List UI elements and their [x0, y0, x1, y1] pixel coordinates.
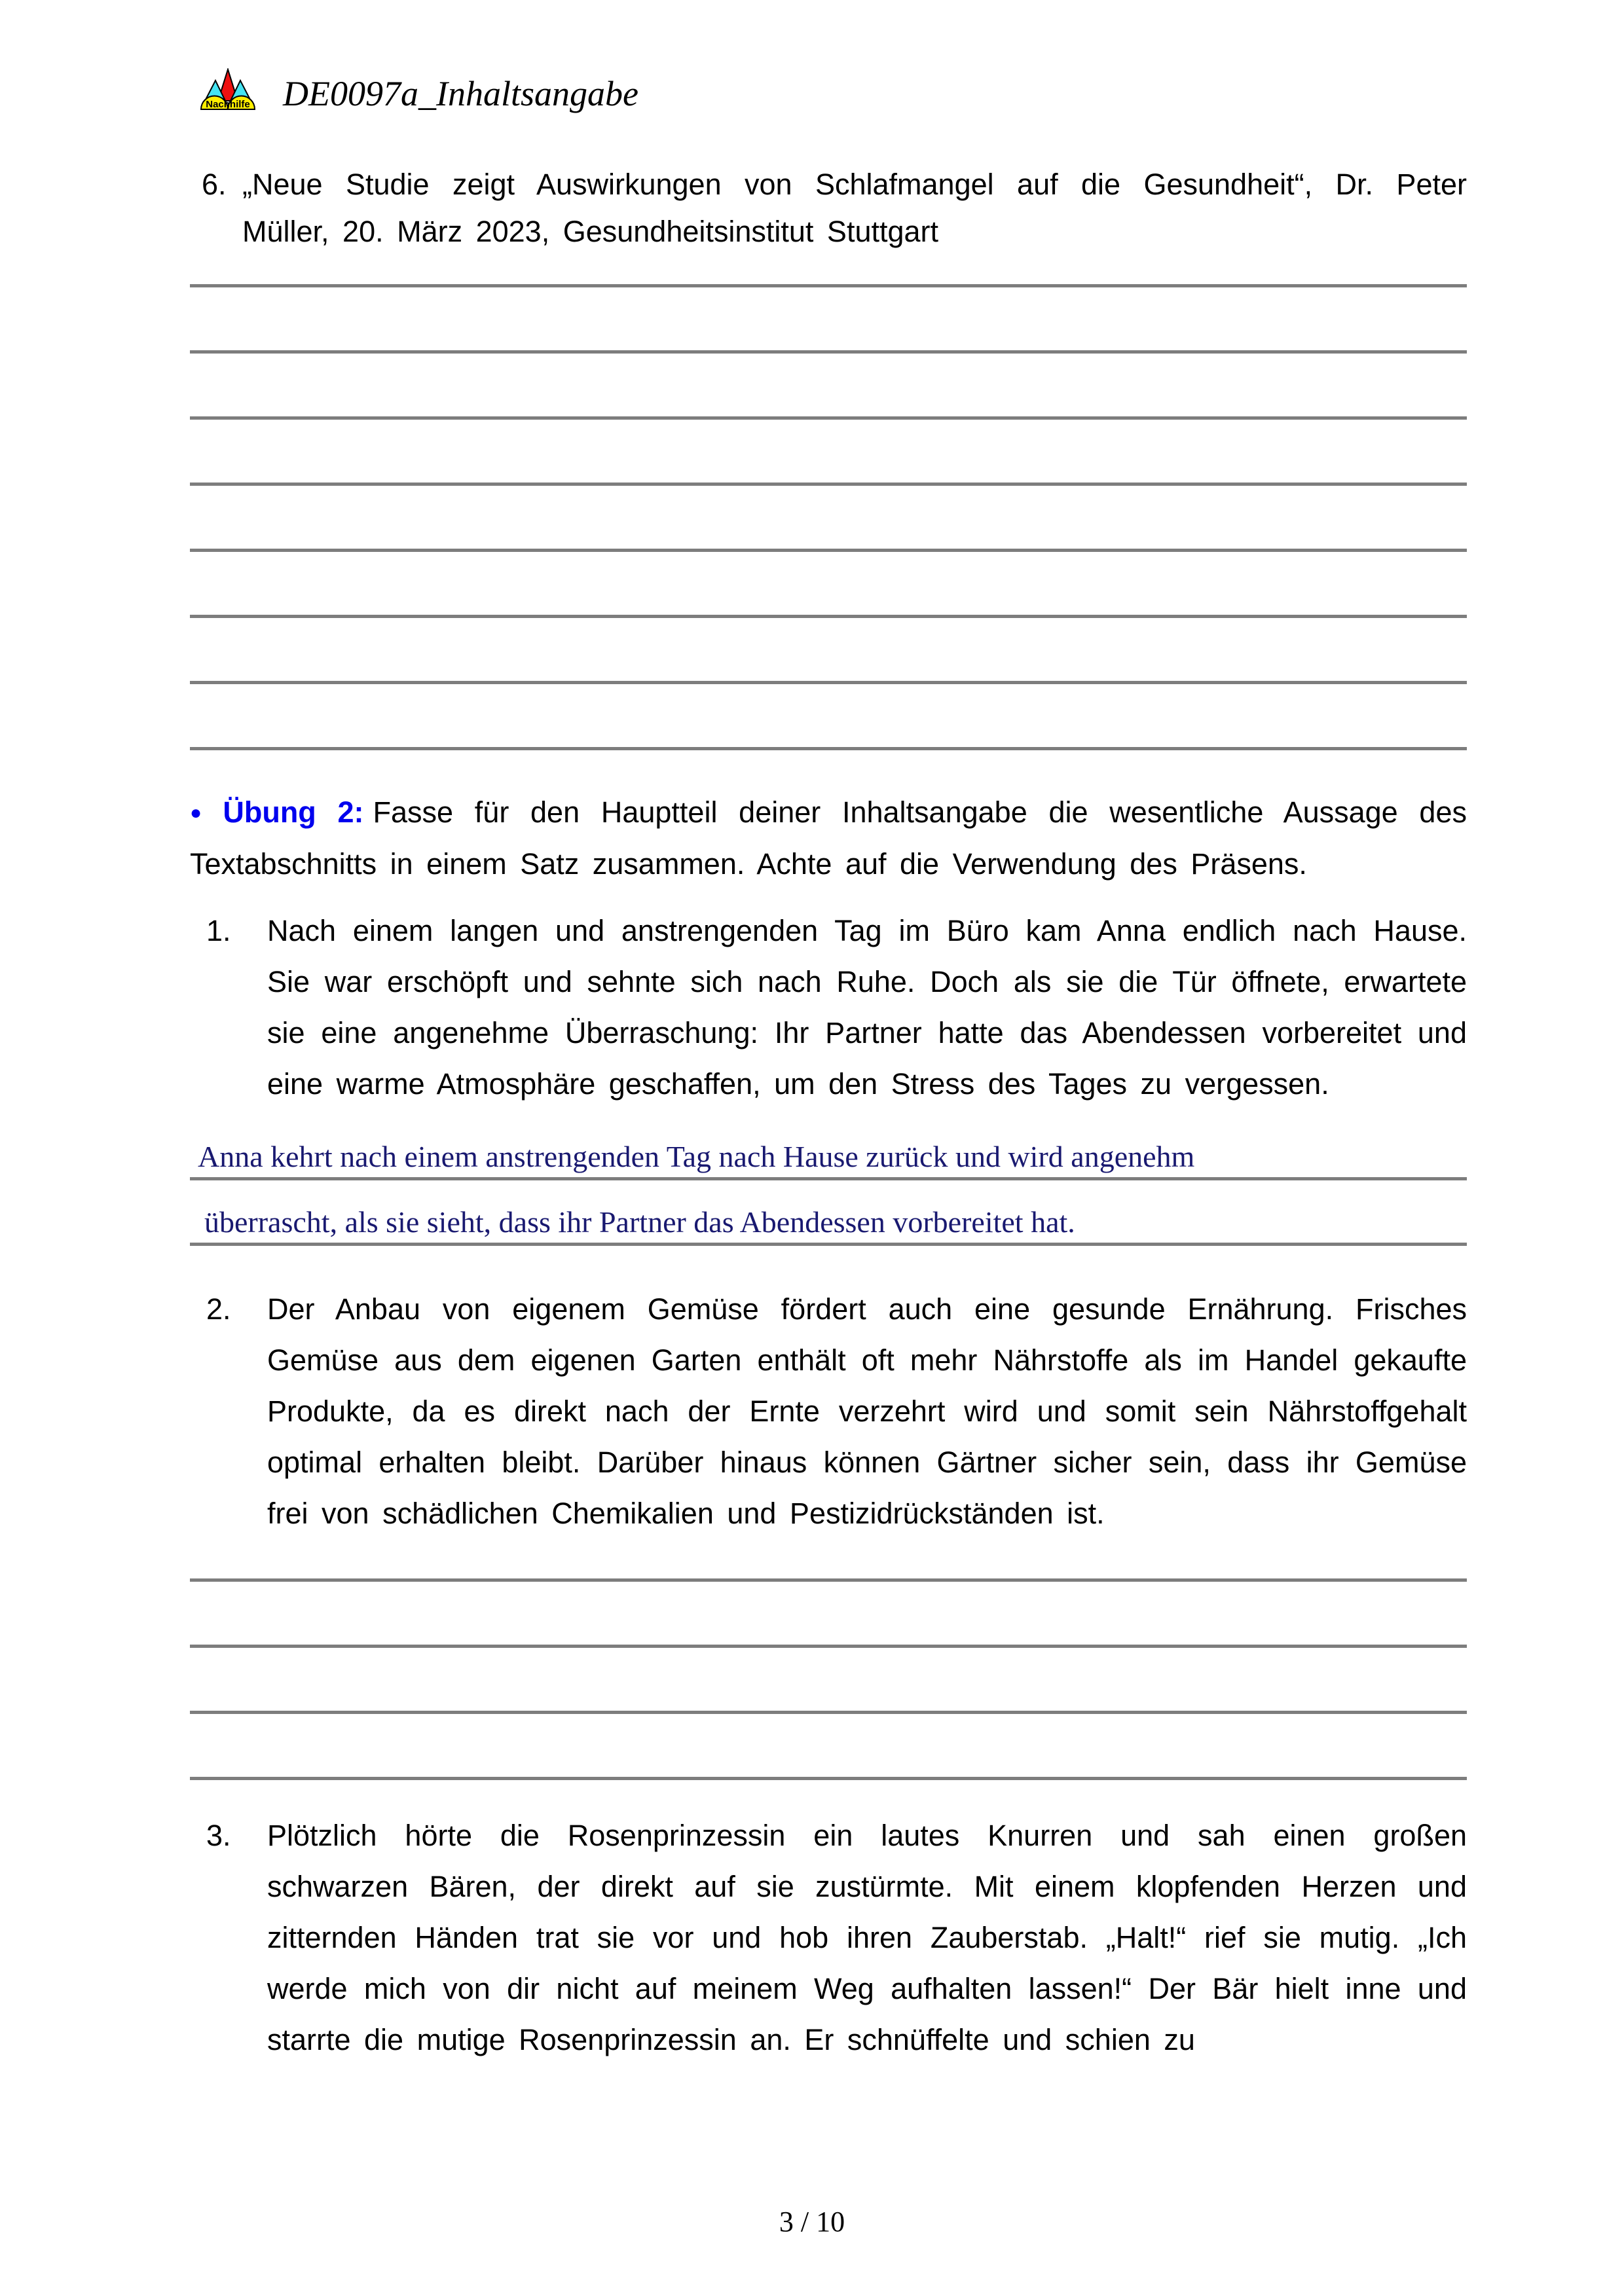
- writing-line: [190, 420, 1467, 486]
- writing-line: [190, 1714, 1467, 1780]
- logo-label: Nachhilfe: [206, 99, 250, 110]
- writing-line: [190, 1115, 1467, 1180]
- writing-lines-block-1: [190, 221, 1467, 750]
- bullet-icon: ●: [190, 802, 210, 824]
- writing-line: [190, 1582, 1467, 1648]
- handwritten-answer-line-2: überrascht, als sie sieht, dass ihr Partner das Abendessen vorbereitet hat.: [204, 1205, 1075, 1239]
- writing-line: [190, 618, 1467, 684]
- exercise-label: Übung 2:: [223, 795, 364, 829]
- item-text: Nach einem langen und anstrengenden Tag im Büro kam Anna endlich nach Hause. Sie war erschöpft und sehnte sich nach Ruhe. Doch als sie die Tür öffnete, erwartete sie eine angenehme Überraschung: Ihr Partner hatte das Abendessen vorbereitet und eine warme Atmosphäre geschaffen, um den Stress des Tages zu vergessen.: [267, 914, 1467, 1101]
- document-title: DE0097a_Inhaltsangabe: [283, 74, 638, 113]
- task-item-3: [190, 1810, 1467, 2066]
- nachhilfe-logo-icon: [196, 68, 259, 119]
- item-number: 6.: [202, 168, 227, 201]
- writing-line: [190, 354, 1467, 420]
- item-text: Der Anbau von eigenem Gemüse fördert auch eine gesunde Ernährung. Frisches Gemüse aus dem eigenen Garten enthält oft mehr Nährstoffe als im Handel gekaufte Produkte, da es direkt nach der Ernte verzehrt wird und somit sein Nährstoffgehalt optimal erhalten bleibt. Darüber hinaus können Gärtner sicher sein, dass ihr Gemüse frei von schädlichen Chemikalien und Pestizidrückständen ist.: [267, 1292, 1467, 1530]
- writing-line: [190, 552, 1467, 618]
- exercise-heading: [190, 787, 1467, 890]
- writing-line: [190, 1180, 1467, 1246]
- handwritten-answer-line-1: Anna kehrt nach einem anstrengenden Tag nach Hause zurück und wird angenehm: [198, 1140, 1195, 1174]
- item-text: „Neue Studie zeigt Auswirkungen von Schlafmangel auf die Gesundheit“, Dr. Peter Müller, 20. März 2023, Gesundheitsinstitut Stuttgart: [242, 168, 1467, 248]
- task-item-1: [190, 905, 1467, 1110]
- page-number: 3 / 10: [779, 2206, 845, 2238]
- exercise-instruction: Fasse für den Hauptteil deiner Inhaltsangabe die wesentliche Aussage des Textabschnitts in einem Satz zusammen. Achte auf die Verwendung des Präsens.: [190, 795, 1467, 881]
- item-text: Plötzlich hörte die Rosenprinzessin ein lautes Knurren und sah einen großen schwarzen Bären, der direkt auf sie zustürmte. Mit einem klopfenden Herzen und zitternden Händen trat sie vor und hob ihren Zauberstab. „Halt!“ rief sie mutig. „Ich werde mich von dir nicht auf meinem Weg aufhalten lassen!“ Der Bär hielt inne und starrte die mutige Rosenprinzessin an. Er schnüffelte und schien zu: [267, 1819, 1467, 2056]
- writing-lines-block-2: [190, 1516, 1467, 1780]
- writing-line: [190, 1648, 1467, 1714]
- item-number: 1.: [206, 914, 231, 947]
- page-header: [190, 68, 1467, 119]
- writing-line: [190, 684, 1467, 750]
- source-reference-item: [190, 161, 1467, 255]
- writing-line: [190, 287, 1467, 354]
- item-number: 2.: [206, 1292, 231, 1326]
- task1-answer-block: [190, 1115, 1467, 1246]
- item-number: 3.: [206, 1819, 231, 1852]
- writing-line: [190, 486, 1467, 552]
- task-item-2: [190, 1284, 1467, 1539]
